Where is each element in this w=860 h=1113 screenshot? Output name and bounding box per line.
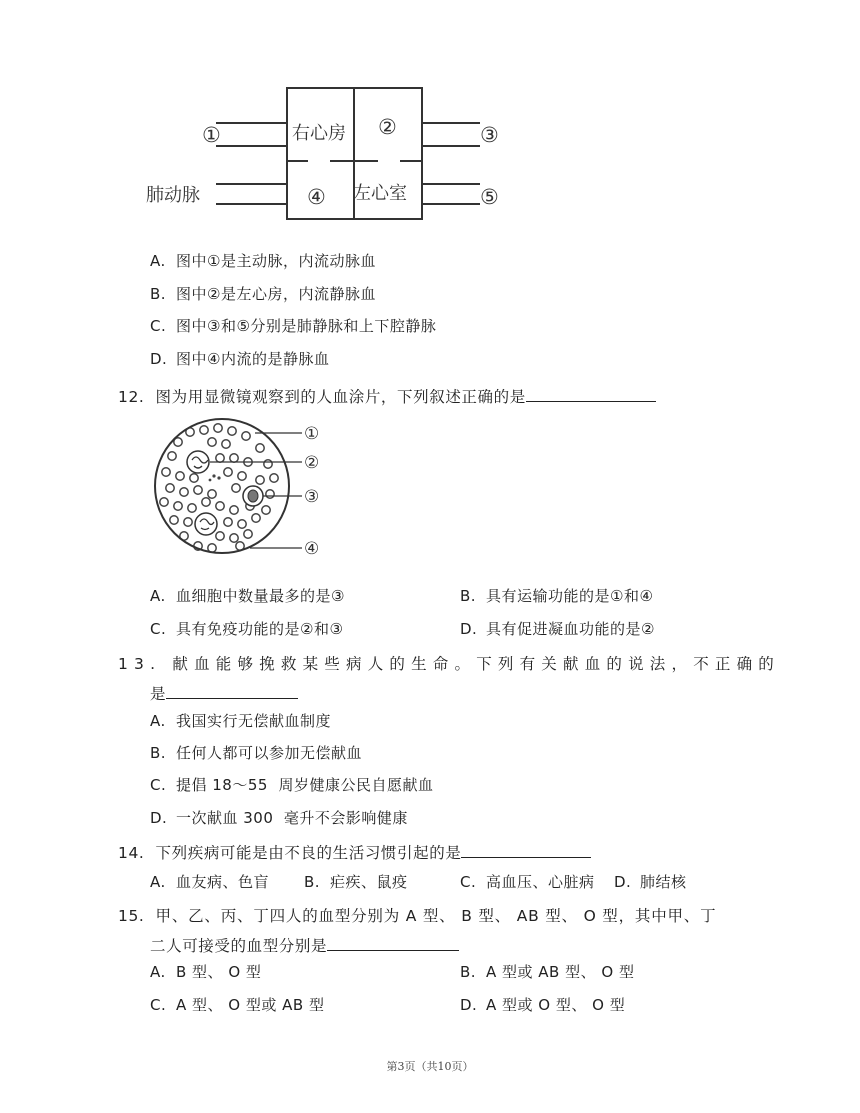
heart-label-1: ① (202, 123, 221, 147)
q13-option-d: D. 一次献血 300 毫升不会影响健康 (150, 809, 408, 827)
q12-option-d: D. 具有促进凝血功能的是② (460, 620, 655, 638)
answer-blank (327, 936, 459, 951)
q15-option-c: C. A 型、 O 型或 AB 型 (150, 996, 325, 1014)
q14-option-d: D. 肺结核 (614, 873, 687, 891)
q15-option-d: D. A 型或 O 型、 O 型 (460, 996, 626, 1014)
heart-label-5: ⑤ (480, 185, 499, 209)
q15-stem-line1: 15. 甲、乙、丙、丁四人的血型分别为 A 型、 B 型、 AB 型、 O 型，其中甲、丁 (118, 907, 717, 925)
answer-blank (526, 387, 656, 402)
heart-diagram (140, 80, 520, 230)
q15-stem-line2: 二人可接受的血型分别是 (150, 934, 459, 956)
blood-label-1: ① (304, 424, 320, 444)
heart-label-4: ④ (307, 185, 326, 209)
heart-label-3: ③ (480, 123, 499, 147)
right-atrium-label: 右心房 (292, 123, 346, 144)
blood-label-3: ③ (304, 487, 320, 507)
q13-stem-line2: 是 (150, 682, 298, 704)
q13-option-b: B. 任何人都可以参加无偿献血 (150, 744, 363, 762)
answer-blank (461, 843, 591, 858)
pulmonary-artery-label: 肺动脉 (146, 185, 200, 206)
q11-option-c: C. 图中③和⑤分别是肺静脉和上下腔静脉 (150, 317, 437, 335)
q14-option-b: B. 疟疾、鼠疫 (304, 873, 408, 891)
q11-option-a: A. 图中①是主动脉，内流动脉血 (150, 252, 376, 270)
q12-option-a: A. 血细胞中数量最多的是③ (150, 587, 345, 605)
q15-option-a: A. B 型、 O 型 (150, 963, 262, 981)
q11-option-d: D. 图中④内流的是静脉血 (150, 350, 330, 368)
q12-stem: 12. 图为用显微镜观察到的人血涂片，下列叙述正确的是 (118, 385, 656, 407)
q15-option-b: B. A 型或 AB 型、 O 型 (460, 963, 635, 981)
heart-label-2: ② (378, 115, 397, 139)
q13-option-a: A. 我国实行无偿献血制度 (150, 712, 332, 730)
q14-stem: 14. 下列疾病可能是由不良的生活习惯引起的是 (118, 841, 591, 863)
blood-smear-diagram (150, 418, 350, 568)
left-ventricle-label: 左心室 (353, 183, 407, 204)
q13-option-c: C. 提倡 18～55 周岁健康公民自愿献血 (150, 776, 434, 794)
q12-option-c: C. 具有免疫功能的是②和③ (150, 620, 344, 638)
q11-option-b: B. 图中②是左心房，内流静脉血 (150, 285, 376, 303)
q14-option-c: C. 高血压、心脏病 (460, 873, 595, 891)
page-footer: 第3页（共10页） (386, 1060, 474, 1073)
answer-blank (166, 684, 298, 699)
q13-stem-line1: 13. 献血能够挽救某些病人的生命。下列有关献血的说法，不正确的 (118, 655, 781, 673)
blood-label-2: ② (304, 453, 320, 473)
q12-option-b: B. 具有运输功能的是①和④ (460, 587, 654, 605)
q14-option-a: A. 血友病、色盲 (150, 873, 270, 891)
blood-label-4: ④ (304, 539, 320, 559)
